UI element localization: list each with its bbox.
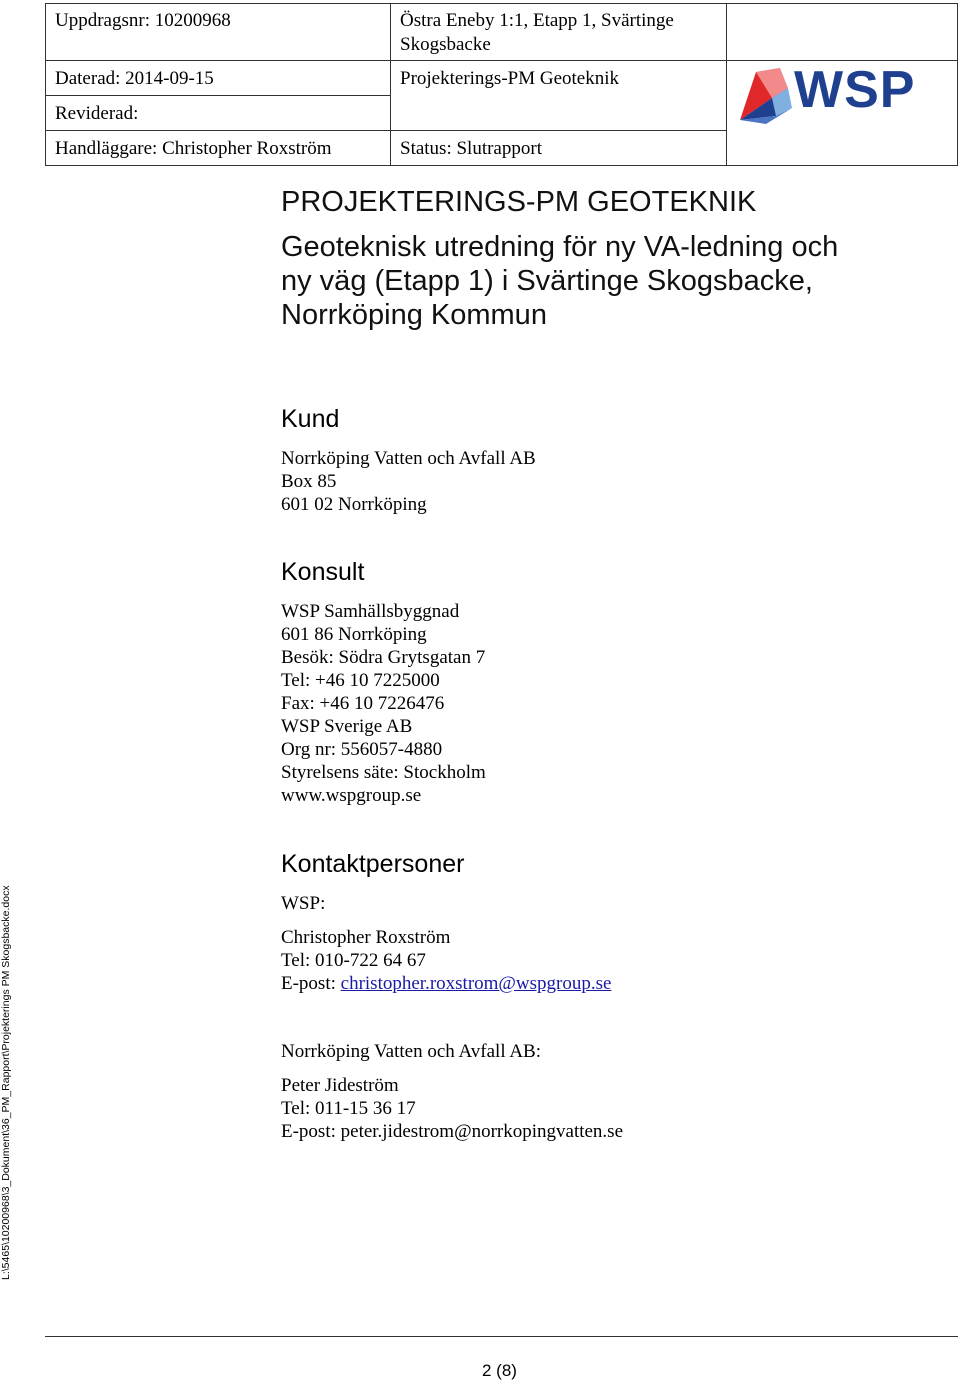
- contact-name: Christopher Roxström: [281, 927, 451, 948]
- address-line: Fax: +46 10 7226476: [281, 693, 445, 714]
- client-contact-label: Norrköping Vatten och Avfall AB:: [281, 1041, 541, 1062]
- footer-divider: [45, 1336, 958, 1337]
- contact-phone: Tel: 010-722 64 67: [281, 950, 426, 971]
- file-path-note: L:\5465\10200968\3_Dokument\36_PM_Rapport\Projekterings PM Skogsbacke.docx: [0, 885, 12, 1280]
- status-field: Status: Slutrapport: [400, 138, 542, 159]
- address-line: WSP Sverige AB: [281, 716, 413, 737]
- consultant-heading: Konsult: [281, 558, 365, 586]
- address-line: 601 02 Norrköping: [281, 494, 427, 515]
- address-line: WSP Samhällsbyggnad: [281, 601, 460, 622]
- page-number: 2 (8): [482, 1361, 517, 1380]
- project-name-line2: Skogsbacke: [400, 34, 491, 55]
- date-field: Daterad: 2014-09-15: [55, 68, 214, 89]
- assignment-number: Uppdragsnr: 10200968: [55, 10, 231, 31]
- email-prefix: E-post:: [281, 973, 341, 994]
- address-line: Box 85: [281, 471, 337, 492]
- document-type: Projekterings-PM Geoteknik: [400, 68, 620, 89]
- wsp-logo: [736, 58, 926, 128]
- contact-name: Peter Jideström: [281, 1075, 399, 1096]
- subtitle-line: Norrköping Kommun: [281, 299, 547, 331]
- project-name-line1: Östra Eneby 1:1, Etapp 1, Svärtinge: [400, 10, 674, 31]
- customer-address: [281, 447, 536, 516]
- email-link[interactable]: christopher.roxstrom@wspgroup.se: [340, 973, 612, 994]
- wsp-contact: [281, 926, 611, 995]
- contact-email: E-post: peter.jidestrom@norrkopingvatten.se: [281, 1121, 624, 1142]
- address-line: Tel: +46 10 7225000: [281, 670, 440, 691]
- revised-field: Reviderad:: [55, 103, 139, 124]
- client-contact: [281, 1074, 623, 1143]
- wsp-contact-label: WSP:: [281, 893, 326, 914]
- customer-heading: Kund: [281, 405, 340, 433]
- document-heading: PROJEKTERINGS-PM GEOTEKNIK: [281, 186, 757, 218]
- subtitle-line: Geoteknisk utredning för ny VA-ledning och: [281, 231, 839, 263]
- contact-email-line: [281, 972, 611, 995]
- contact-phone: Tel: 011-15 36 17: [281, 1098, 416, 1119]
- wsp-logo-text: WSP: [794, 61, 916, 119]
- handler-field: Handläggare: Christopher Roxström: [55, 138, 332, 159]
- address-line: Styrelsens säte: Stockholm: [281, 762, 486, 783]
- document-subtitle: [281, 230, 941, 332]
- consultant-address: [281, 600, 486, 807]
- subtitle-line: ny väg (Etapp 1) i Svärtinge Skogsbacke,: [281, 265, 813, 297]
- address-line: Org nr: 556057-4880: [281, 739, 443, 760]
- address-line: Besök: Södra Grytsgatan 7: [281, 647, 486, 668]
- contacts-heading: Kontaktpersoner: [281, 850, 465, 878]
- website-line: www.wspgroup.se: [281, 785, 422, 806]
- address-line: Norrköping Vatten och Avfall AB: [281, 448, 536, 469]
- address-line: 601 86 Norrköping: [281, 624, 427, 645]
